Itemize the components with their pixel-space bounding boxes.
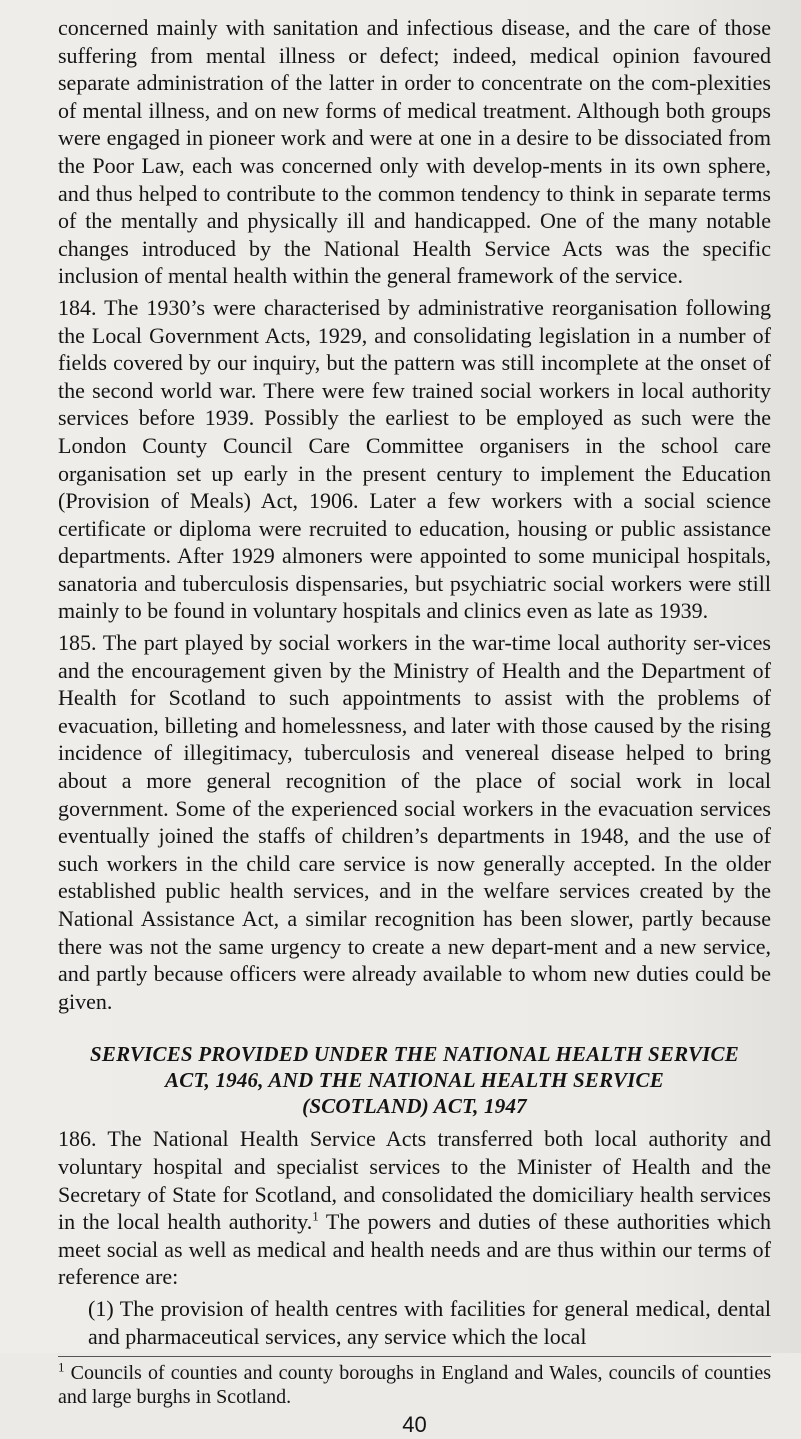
- page-number: 40: [402, 1412, 427, 1438]
- paragraph-continuation: concerned mainly with sanitation and infectious disease, and the care of those suffering from mental illness or defect; indeed, medical opinion favoured separate administration of the latter in order to concentrate on the com-plexities of mental illness, and on new forms of medical treatment. Although both groups were engaged in pioneer work and were at one in a desire to be dissociated from the Poor Law, each was concerned only with develop-ments in its own sphere, and thus helped to contribute to the common tendency to think in separate terms of the mentally and physically ill and handicapped. One of the many notable changes introduced by the National Health Service Acts was the specific inclusion of mental health within the general framework of the service.: [58, 15, 771, 289]
- footnote: [58, 1361, 771, 1409]
- section-heading-line-3: (SCOTLAND) ACT, 1947: [302, 1094, 527, 1119]
- footnote-marker: 1: [58, 1359, 65, 1375]
- list-item: (1) The provision of health centres with facilities for general medical, dental and pharmaceutical services, any service which the local: [88, 1295, 771, 1349]
- section-heading-line-2: ACT, 1946, AND THE NATIONAL HEALTH SERVICE: [165, 1068, 664, 1093]
- footnote-divider: [58, 1356, 771, 1357]
- paragraph-186: [58, 1125, 771, 1291]
- section-heading-line-1: SERVICES PROVIDED UNDER THE NATIONAL HEALTH SERVICE: [90, 1042, 739, 1067]
- paragraph-186-part-1: 186. The National Health Service Acts transferred both local authority and voluntary hospital and specialist services to the Minister of Health and the Secretary of State for Scotland, and consolidated the domiciliary health services in the local health authority.: [58, 1126, 771, 1235]
- paragraph-185: 185. The part played by social workers in the war-time local authority ser-vices and the encouragement given by the Ministry of Health and the Department of Health for Scotland to such appointments to assist with the problems of evacuation, billeting and homelessness, and later with those caused by the rising incidence of illegitimacy, tuberculosis and venereal disease helped to bring about a more general recognition of the place of social work in local government. Some of the experienced social workers in the evacuation services eventually joined the staffs of children’s departments in 1948, and the use of such workers in the child care service is now generally accepted. In the older established public health services, and in the welfare services created by the National Assistance Act, a similar recognition has been slower, partly because there was not the same urgency to create a new depart-ment and a new service, and partly because officers were already available to whom new duties could be given.: [58, 630, 771, 1014]
- paragraph-184: 184. The 1930’s were characterised by administrative reorganisation following the Local Government Acts, 1929, and consolidating legislation in a number of fields covered by our inquiry, but the pattern was still incomplete at the onset of the second world war. There were few trained social workers in local authority services before 1939. Possibly the earliest to be employed as such were the London County Council Care Committee organisers in the school care organisation set up early in the present century to implement the Education (Provision of Meals) Act, 1906. Later a few workers with a social science certificate or diploma were recruited to education, housing or public assistance departments. After 1929 almoners were appointed to some municipal hospitals, sanatoria and tuberculosis dispensaries, but psychiatric social workers were still mainly to be found in voluntary hospitals and clinics even as late as 1939.: [58, 294, 771, 624]
- paragraph-186-part-2: The powers and duties of these authorities which meet social as well as medical and health needs and are thus within our terms of reference are:: [58, 1209, 772, 1290]
- section-heading: [58, 1041, 771, 1119]
- footnote-text: Councils of counties and county boroughs in England and Wales, councils of counties and large burghs in Scotland.: [58, 1362, 771, 1409]
- footnote-reference: 1: [312, 1208, 319, 1224]
- powers-list: [58, 1295, 771, 1350]
